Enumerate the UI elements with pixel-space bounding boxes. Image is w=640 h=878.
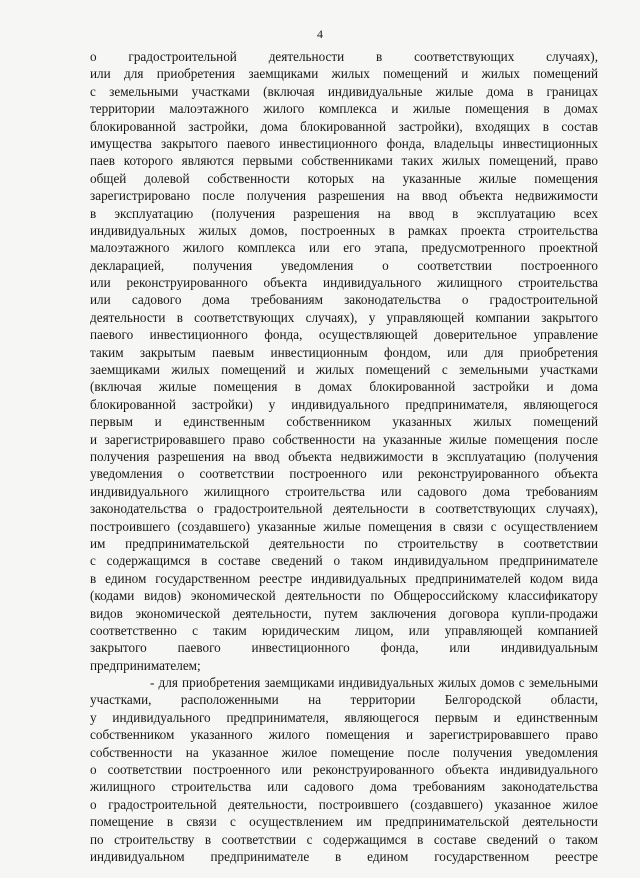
text-line: о соответствии построенного или реконструированного объекта индивидуального [90, 762, 598, 778]
text-line: и зарегистрировавшего право собственности на указанные жилые помещения после [90, 431, 598, 447]
text-line: уведомления о соответствии построенного или реконструированного объекта [90, 466, 598, 482]
text-line: о градостроительной деятельности, построившего (создавшего) указанное жилое [90, 796, 598, 812]
text-line: закрытого паевого инвестиционного фонда, или индивидуальным [90, 640, 598, 656]
text-line: декларацией, получения уведомления о соответствии построенного [90, 257, 598, 273]
text-line: заемщиками жилых помещений и жилых помещений с земельными участками [90, 362, 598, 378]
text-line: малоэтажного жилого комплекса или его этапа, предусмотренного проектной [90, 240, 598, 256]
text-line: или реконструированного объекта индивидуального жилищного строительства [90, 275, 598, 291]
text-line: территории малоэтажного жилого комплекса и жилые помещения в домах [90, 101, 598, 117]
text-line: паевого инвестиционного фонда, осуществляющей доверительное управление [90, 327, 598, 343]
text-line: в едином государственном реестре индивидуальных предпринимателей кодом вида [90, 570, 598, 586]
text-line: индивидуальном предпринимателе в едином государственном реестре [90, 848, 598, 864]
page-number: 4 [317, 27, 323, 41]
text-line: - для приобретения заемщиками индивидуальных жилых домов с земельными [150, 675, 598, 691]
text-line: им предпринимательской деятельности по строительству в соответствии [90, 535, 598, 551]
text-line: о градостроительной деятельности в соответствующих случаях), [90, 49, 598, 64]
text-line: законодательства о градостроительной деятельности в соответствующих случаях), [90, 501, 598, 517]
text-line: по строительству в соответствии с содержащимся в составе сведений о таком [90, 831, 598, 847]
text-line: жилищного строительства или садового дома требованиям законодательства [90, 779, 598, 795]
text-line: с земельными участками (включая индивидуальные жилые дома в границах [90, 83, 598, 99]
text-line: (кодами видов) экономической деятельности по Общероссийскому классификатору [90, 588, 598, 604]
text-line: (включая жилые помещения в домах блокированной застройки и дома [90, 379, 598, 395]
text-line: зарегистрировано после получения разрешения на ввод объекта недвижимости [90, 188, 598, 204]
text-line: индивидуального жилищного строительства или садового дома требованиям [90, 483, 598, 499]
text-line: получения разрешения на ввод объекта недвижимости в эксплуатацию (получения [90, 448, 598, 464]
text-line: первым и единственным собственником указанных жилых помещений [90, 414, 598, 430]
text-line: с содержащимся в составе сведений о таком индивидуальном предпринимателе [90, 553, 598, 569]
text-line: видов экономической деятельности, путем заключения договора купли-продажи [90, 605, 598, 621]
text-line: у индивидуального предпринимателя, являющегося первым и единственным [90, 709, 598, 725]
text-line: деятельности в соответствующих случаях), у управляющей компании закрытого [90, 309, 598, 325]
body-text [90, 48, 598, 865]
text-line: собственником указанного жилого помещения и зарегистрировавшего право [90, 727, 598, 743]
text-line: построившего (создавшего) указанные жилые помещения в связи с осуществлением [90, 518, 598, 534]
text-line: в эксплуатацию (получения разрешения на ввод в эксплуатацию всех [90, 205, 598, 221]
text-line: блокированной застройки, дома блокированной застройки), входящих в состав [90, 118, 598, 134]
text-line: паев которого являются первыми собственниками таких жилых помещений, право [90, 153, 598, 169]
text-line: таким закрытым паевым инвестиционным фондом, или для приобретения [90, 344, 598, 360]
text-line: участками, расположенными на территории Белгородской области, [90, 692, 598, 708]
text-line: блокированной застройки) у индивидуального предпринимателя, являющегося [90, 396, 598, 412]
text-line: предпринимателем; [90, 657, 201, 673]
text-line: соответственно с таким юридическим лицом, или управляющей компанией [90, 622, 598, 638]
text-line: имущества закрытого паевого инвестиционного фонда, владельцы инвестиционных [90, 135, 598, 151]
text-line: собственности на указанное жилое помещение после получения уведомления [90, 744, 598, 760]
text-line: индивидуальных жилых домов, построенных в рамках проекта строительства [90, 222, 598, 238]
text-line: или для приобретения заемщиками жилых помещений и жилых помещений [90, 66, 598, 82]
text-line: или садового дома требованиям законодательства о градостроительной [90, 292, 598, 308]
text-line: общей долевой собственности которых на указанные жилые помещения [90, 170, 598, 186]
text-line: помещение в связи с осуществлением им предпринимательской деятельности [90, 814, 598, 830]
